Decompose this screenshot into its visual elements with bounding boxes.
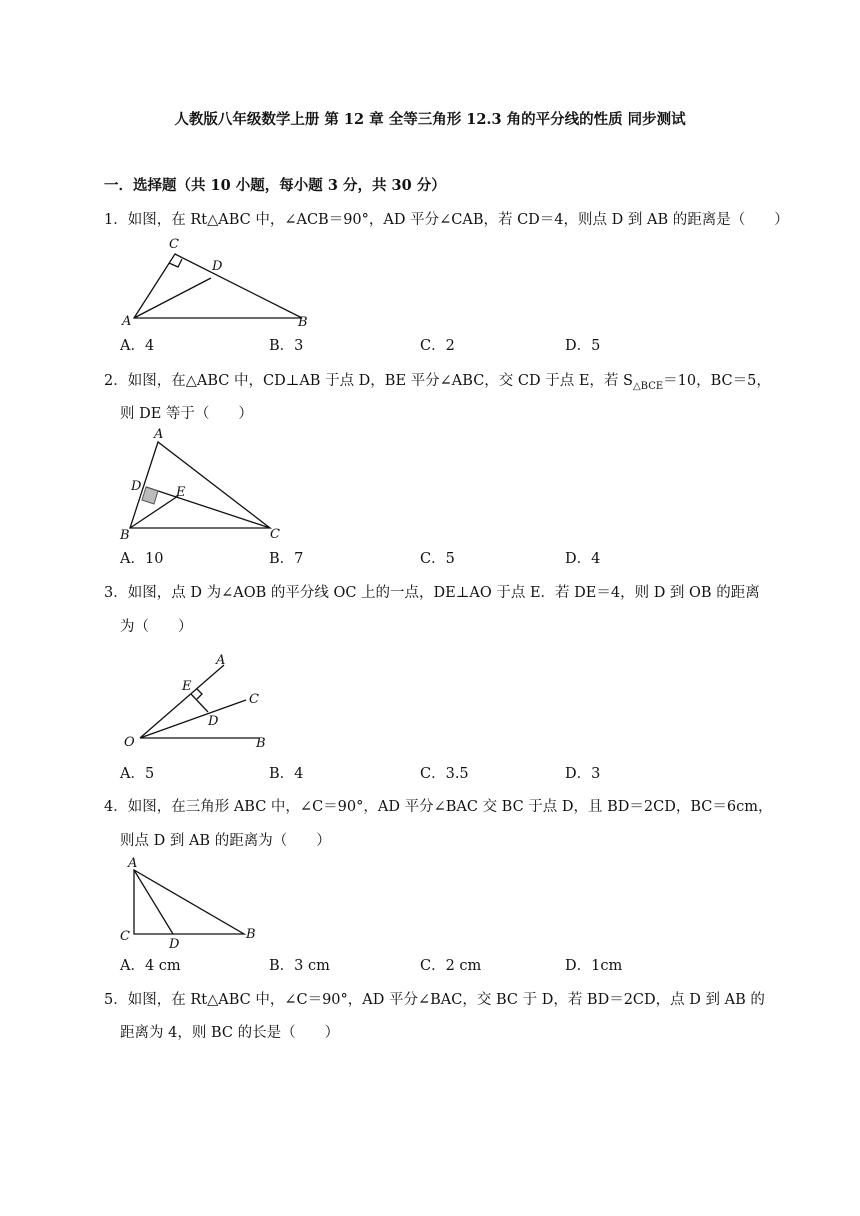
q1-option-c: C．2 <box>420 338 455 354</box>
q4-label-b: B <box>246 927 256 942</box>
q4-option-d: D．1cm <box>565 958 623 974</box>
q1-label-a: A <box>122 314 132 329</box>
question-2-figure <box>116 424 296 544</box>
question-5-text: 5．如图，在 Rt△ABC 中，∠C＝90°，AD 平分∠BAC，交 BC 于 D，若 BD＝2CD，点 D 到 AB 的 <box>104 992 765 1008</box>
q3-label-b: B <box>256 736 266 751</box>
question-2-text-line2: 则 DE 等于（ ） <box>120 406 253 422</box>
q3-option-c: C．3.5 <box>420 766 469 782</box>
q2-option-c: C．5 <box>420 551 455 567</box>
q2-text-part1: 2．如图，在△ABC 中，CD⊥AB 于点 D，BE 平分∠ABC，交 CD 于点 E，若 S <box>104 373 633 389</box>
q2-label-c: C <box>270 527 280 542</box>
q2-label-d: D <box>131 479 142 494</box>
question-3-text-line2: 为（ ） <box>120 619 193 635</box>
section-heading: 一．选择题（共 10 小题，每小题 3 分，共 30 分） <box>104 177 446 194</box>
q2-option-b: B．7 <box>269 551 304 567</box>
q2-option-d: D．4 <box>565 551 601 567</box>
q3-label-c: C <box>249 692 259 707</box>
q1-label-c: C <box>169 237 179 252</box>
q1-option-a: A．4 <box>120 338 155 354</box>
document-title: 人教版八年级数学上册 第 12 章 全等三角形 12.3 角的平分线的性质 同步测试 <box>174 111 686 128</box>
question-3-text: 3．如图，点 D 为∠AOB 的平分线 OC 上的一点，DE⊥AO 于点 E．若 DE＝4，则 D 到 OB 的距离 <box>104 585 760 601</box>
question-1-text: 1．如图，在 Rt△ABC 中，∠ACB＝90°，AD 平分∠CAB，若 CD＝4，则点 D 到 AB 的距离是（ ） <box>104 212 789 228</box>
q2-option-a: A．10 <box>120 551 164 567</box>
q1-option-b: B．3 <box>269 338 304 354</box>
q2-label-e: E <box>176 485 186 500</box>
q4-option-c: C．2 cm <box>420 958 482 974</box>
q4-label-d: D <box>169 937 180 952</box>
q2-label-b: B <box>120 528 130 543</box>
q3-label-o: O <box>124 735 135 750</box>
q3-label-d: D <box>208 714 219 729</box>
q2-text-part2: ＝10，BC＝5， <box>663 373 771 389</box>
question-5-text-line2: 距离为 4，则 BC 的长是（ ） <box>120 1025 340 1041</box>
q4-label-a: A <box>128 856 138 871</box>
question-1-figure <box>112 232 322 332</box>
q1-label-d: D <box>212 259 223 274</box>
q1-label-b: B <box>298 315 308 330</box>
question-3-figure <box>118 648 278 752</box>
question-4-figure <box>112 852 272 952</box>
q4-option-b: B．3 cm <box>269 958 330 974</box>
question-2-text <box>104 371 771 397</box>
q2-label-a: A <box>154 427 164 442</box>
question-4-text: 4．如图，在三角形 ABC 中，∠C＝90°，AD 平分∠BAC 交 BC 于点 D，且 BD＝2CD，BC＝6cm， <box>104 799 773 815</box>
q1-option-d: D．5 <box>565 338 601 354</box>
q3-option-d: D．3 <box>565 766 601 782</box>
q3-option-b: B．4 <box>269 766 304 782</box>
question-4-text-line2: 则点 D 到 AB 的距离为（ ） <box>120 833 331 849</box>
q3-option-a: A．5 <box>120 766 155 782</box>
q3-label-a: A <box>216 653 226 668</box>
q4-option-a: A．4 cm <box>120 958 181 974</box>
q4-label-c: C <box>120 929 130 944</box>
q3-label-e: E <box>182 679 192 694</box>
q2-area-subscript: △BCE <box>632 380 664 392</box>
